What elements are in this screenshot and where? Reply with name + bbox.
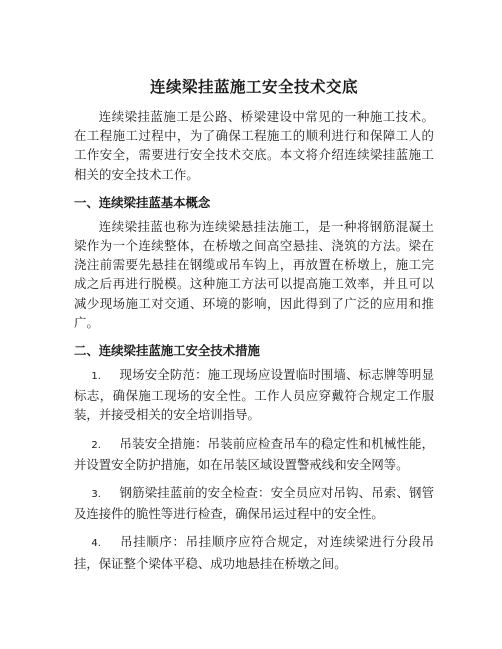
list-item-number: 4.: [91, 538, 101, 550]
section-heading-1: 一、连续梁挂蓝基本概念: [74, 194, 211, 210]
section-1-paragraph: 连续梁挂蓝也称为连续梁悬挂法施工，是一种将钢筋混凝土梁作为一个连续整体，在桥墩之间高空悬挂、浇筑的方法。梁在浇注前需要先悬挂在钢缆或吊车钩上，再放置在桥墩上，施工完成之后再进行脱模。这种施工方法可以提高施工效率，并且可以减少现场施工对交通、环境的影响，因此得到了广泛的应用和推广。: [74, 218, 434, 330]
list-item: [74, 365, 434, 425]
list-item-text: 吊挂顺序：吊挂顺序应符合规定，对连续梁进行分段吊挂，保证整个梁体平稳、成功地悬挂在桥墩之间。: [74, 534, 434, 571]
list-item: [74, 483, 434, 523]
list-item-number: 3.: [91, 489, 101, 501]
list-item-text: 钢筋梁挂蓝前的安全检查：安全员应对吊钩、吊索、钢管及连接件的脆性等进行检查，确保吊运过程中的安全性。: [74, 485, 434, 522]
list-item-number: 1.: [91, 371, 101, 383]
list-item-number: 2.: [91, 439, 101, 451]
document-page: [74, 76, 434, 582]
list-item-text: 现场安全防范：施工现场应设置临时围墙、标志牌等明显标志，确保施工现场的安全性。工作人员应穿戴符合规定工作服装，并接受相关的安全培训指导。: [74, 367, 434, 423]
intro-paragraph: 连续梁挂蓝施工是公路、桥梁建设中常见的一种施工技术。在工程施工过程中，为了确保工程施工的顺利进行和保障工人的工作安全，需要进行安全技术交底。本文将介绍连续梁挂蓝施工相关的安全技术工作。: [74, 109, 434, 182]
safety-measures-list: [74, 365, 434, 573]
list-item: [74, 532, 434, 572]
section-heading-2: 二、连续梁挂蓝施工安全技术措施: [74, 343, 260, 359]
document-title: 连续梁挂蓝施工安全技术交底: [149, 78, 358, 96]
list-item: [74, 434, 434, 474]
list-item-text: 吊装安全措施：吊装前应检查吊车的稳定性和机械性能，并设置安全防护措施，如在吊装区域设置警戒线和安全网等。: [74, 435, 434, 472]
